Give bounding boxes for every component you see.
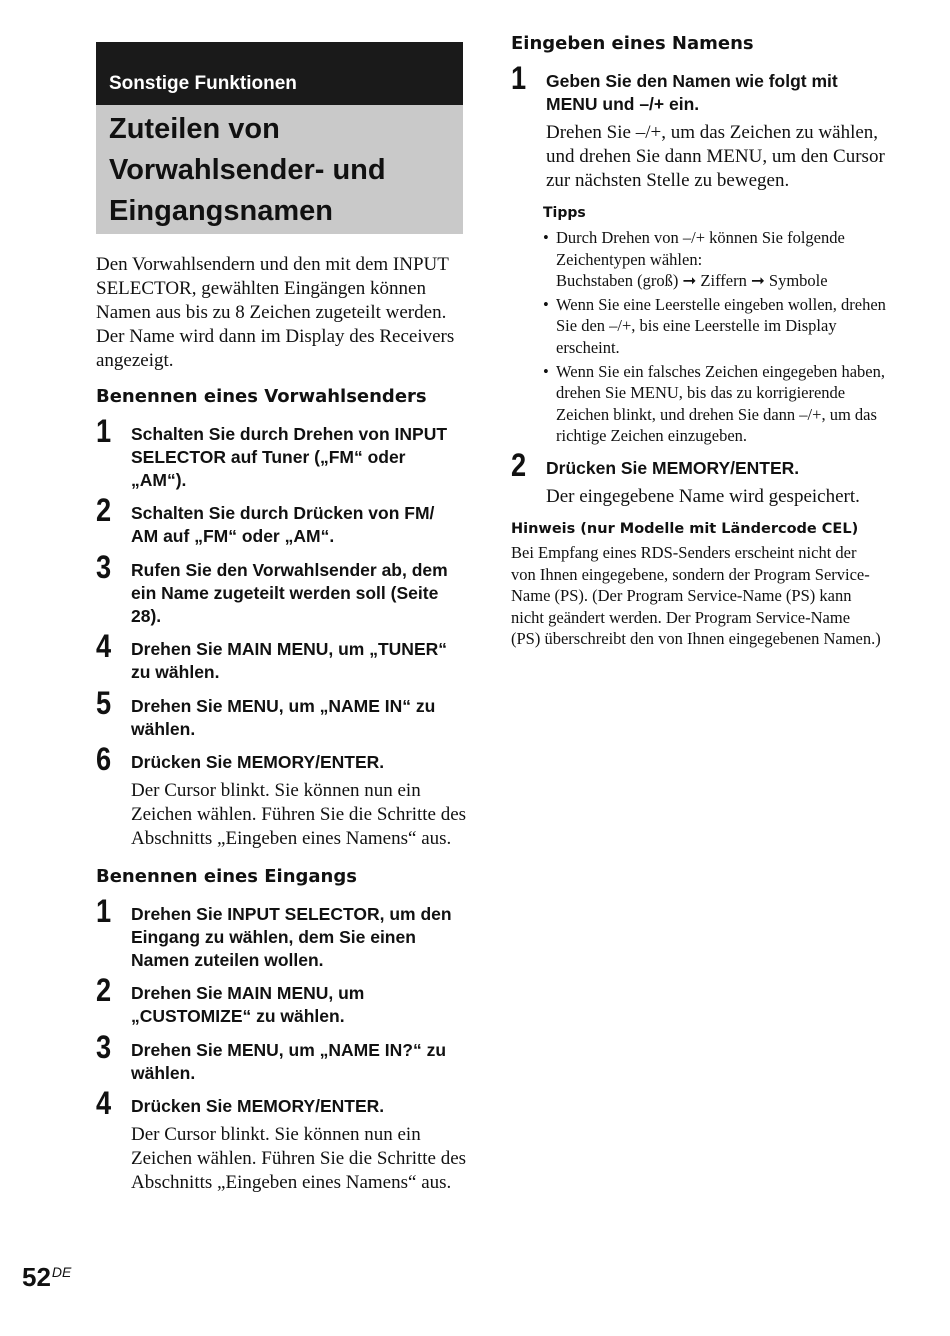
step-number: 6: [96, 741, 112, 777]
note-text: Bei Empfang eines RDS-Senders erscheint nicht der von Ihnen eingegebene, sondern der Program Service-Name (PS). (Der Program Service-Name (PS) kann nicht geändert werden. Der Program Service-Name (PS) überschreibt den von Ihnen eingegebenen Namen.): [511, 543, 881, 649]
tips-title: Tipps: [543, 205, 586, 221]
tip-item: • Wenn Sie eine Leerstelle eingeben wollen, drehen Sie den –/+, bis eine Leerstelle im Display erscheint.: [543, 294, 888, 359]
step-text: Drehen Sie MAIN MENU, um „CUSTOMIZE“ zu wählen.: [131, 983, 365, 1026]
title-line: Zuteilen von: [109, 113, 280, 145]
step-description: Der eingegebene Name wird gespeichert.: [546, 486, 860, 507]
step-text: Drehen Sie MENU, um „NAME IN?“ zu wählen.: [131, 1040, 447, 1083]
tip-text: Durch Drehen von –/+ können Sie folgende Zeichentypen wählen:: [556, 228, 845, 269]
section-heading: Benennen eines Eingangs: [96, 866, 357, 887]
step-number: 2: [511, 447, 527, 483]
step-number: 2: [96, 972, 112, 1008]
step-text: Geben Sie den Namen wie folgt mit MENU und –/+ ein.: [546, 71, 838, 114]
section-heading: Eingeben eines Namens: [511, 33, 754, 54]
tips-list: [543, 227, 888, 447]
step-description: Drehen Sie –/+, um das Zeichen zu wählen, und drehen Sie dann MENU, um den Cursor zur nächsten Stelle zu bewegen.: [546, 122, 885, 191]
step-text: Drücken Sie MEMORY/ENTER.: [131, 752, 385, 772]
section-banner: [96, 42, 463, 234]
step-text: Drücken Sie MEMORY/ENTER.: [546, 458, 800, 478]
step-number: 3: [96, 549, 112, 585]
step-number: 4: [96, 628, 112, 664]
page-title: [96, 105, 463, 234]
page-number-value: 52: [22, 1262, 51, 1292]
step-text: Drehen Sie MENU, um „NAME IN“ zu wählen.: [131, 696, 436, 739]
section-heading: Benennen eines Vorwahlsenders: [96, 386, 427, 407]
step-number: 5: [96, 685, 112, 721]
tip-item: • Wenn Sie ein falsches Zeichen eingegeben haben, drehen Sie MENU, bis das zu korrigierende Zeichen blinkt, und drehen Sie dann –/+, um das richtige Zeichen einzugeben.: [543, 361, 888, 447]
step-number: 2: [96, 492, 112, 528]
title-line: Eingangsnamen: [109, 195, 333, 227]
note-title: Hinweis (nur Modelle mit Ländercode CEL): [511, 521, 859, 537]
page-number: [22, 1262, 71, 1293]
step-number: 1: [511, 60, 527, 96]
title-line: Vorwahlsender- und: [109, 154, 386, 186]
step-text: Drehen Sie MAIN MENU, um „TUNER“ zu wählen.: [131, 639, 447, 682]
step-text: Rufen Sie den Vorwahlsender ab, dem ein Name zugeteilt werden soll (Seite 28).: [131, 560, 448, 626]
step-text: Schalten Sie durch Drehen von INPUT SELECTOR auf Tuner („FM“ oder „AM“).: [131, 424, 448, 490]
step-text: Drehen Sie INPUT SELECTOR, um den Eingang zu wählen, dem Sie einen Namen zuteilen wollen.: [131, 904, 452, 970]
step-description: Der Cursor blinkt. Sie können nun ein Zeichen wählen. Führen Sie die Schritte des Abschnitts „Eingeben eines Namens“ aus.: [131, 780, 467, 849]
section-label: Sonstige Funktionen: [96, 42, 463, 105]
step-number: 4: [96, 1085, 112, 1121]
intro-paragraph: Den Vorwahlsendern und den mit dem INPUT SELECTOR, gewählten Eingängen können Namen aus bis zu 8 Zeichen zugeteilt werden. Der Name wird dann im Display des Receivers angezeigt.: [96, 254, 455, 371]
step-text: Schalten Sie durch Drücken von FM/ AM auf „FM“ oder „AM“.: [131, 503, 435, 546]
step-number: 1: [96, 893, 112, 929]
tip-text: Buchstaben (groß) ➞ Ziffern ➞ Symbole: [556, 271, 828, 291]
page-number-suffix: DE: [51, 1264, 72, 1280]
step-description: Der Cursor blinkt. Sie können nun ein Zeichen wählen. Führen Sie die Schritte des Abschnitts „Eingeben eines Namens“ aus.: [131, 1124, 467, 1193]
step-number: 3: [96, 1029, 112, 1065]
step-number: 1: [96, 413, 112, 449]
step-text: Drücken Sie MEMORY/ENTER.: [131, 1096, 385, 1116]
tip-item: [543, 227, 888, 292]
